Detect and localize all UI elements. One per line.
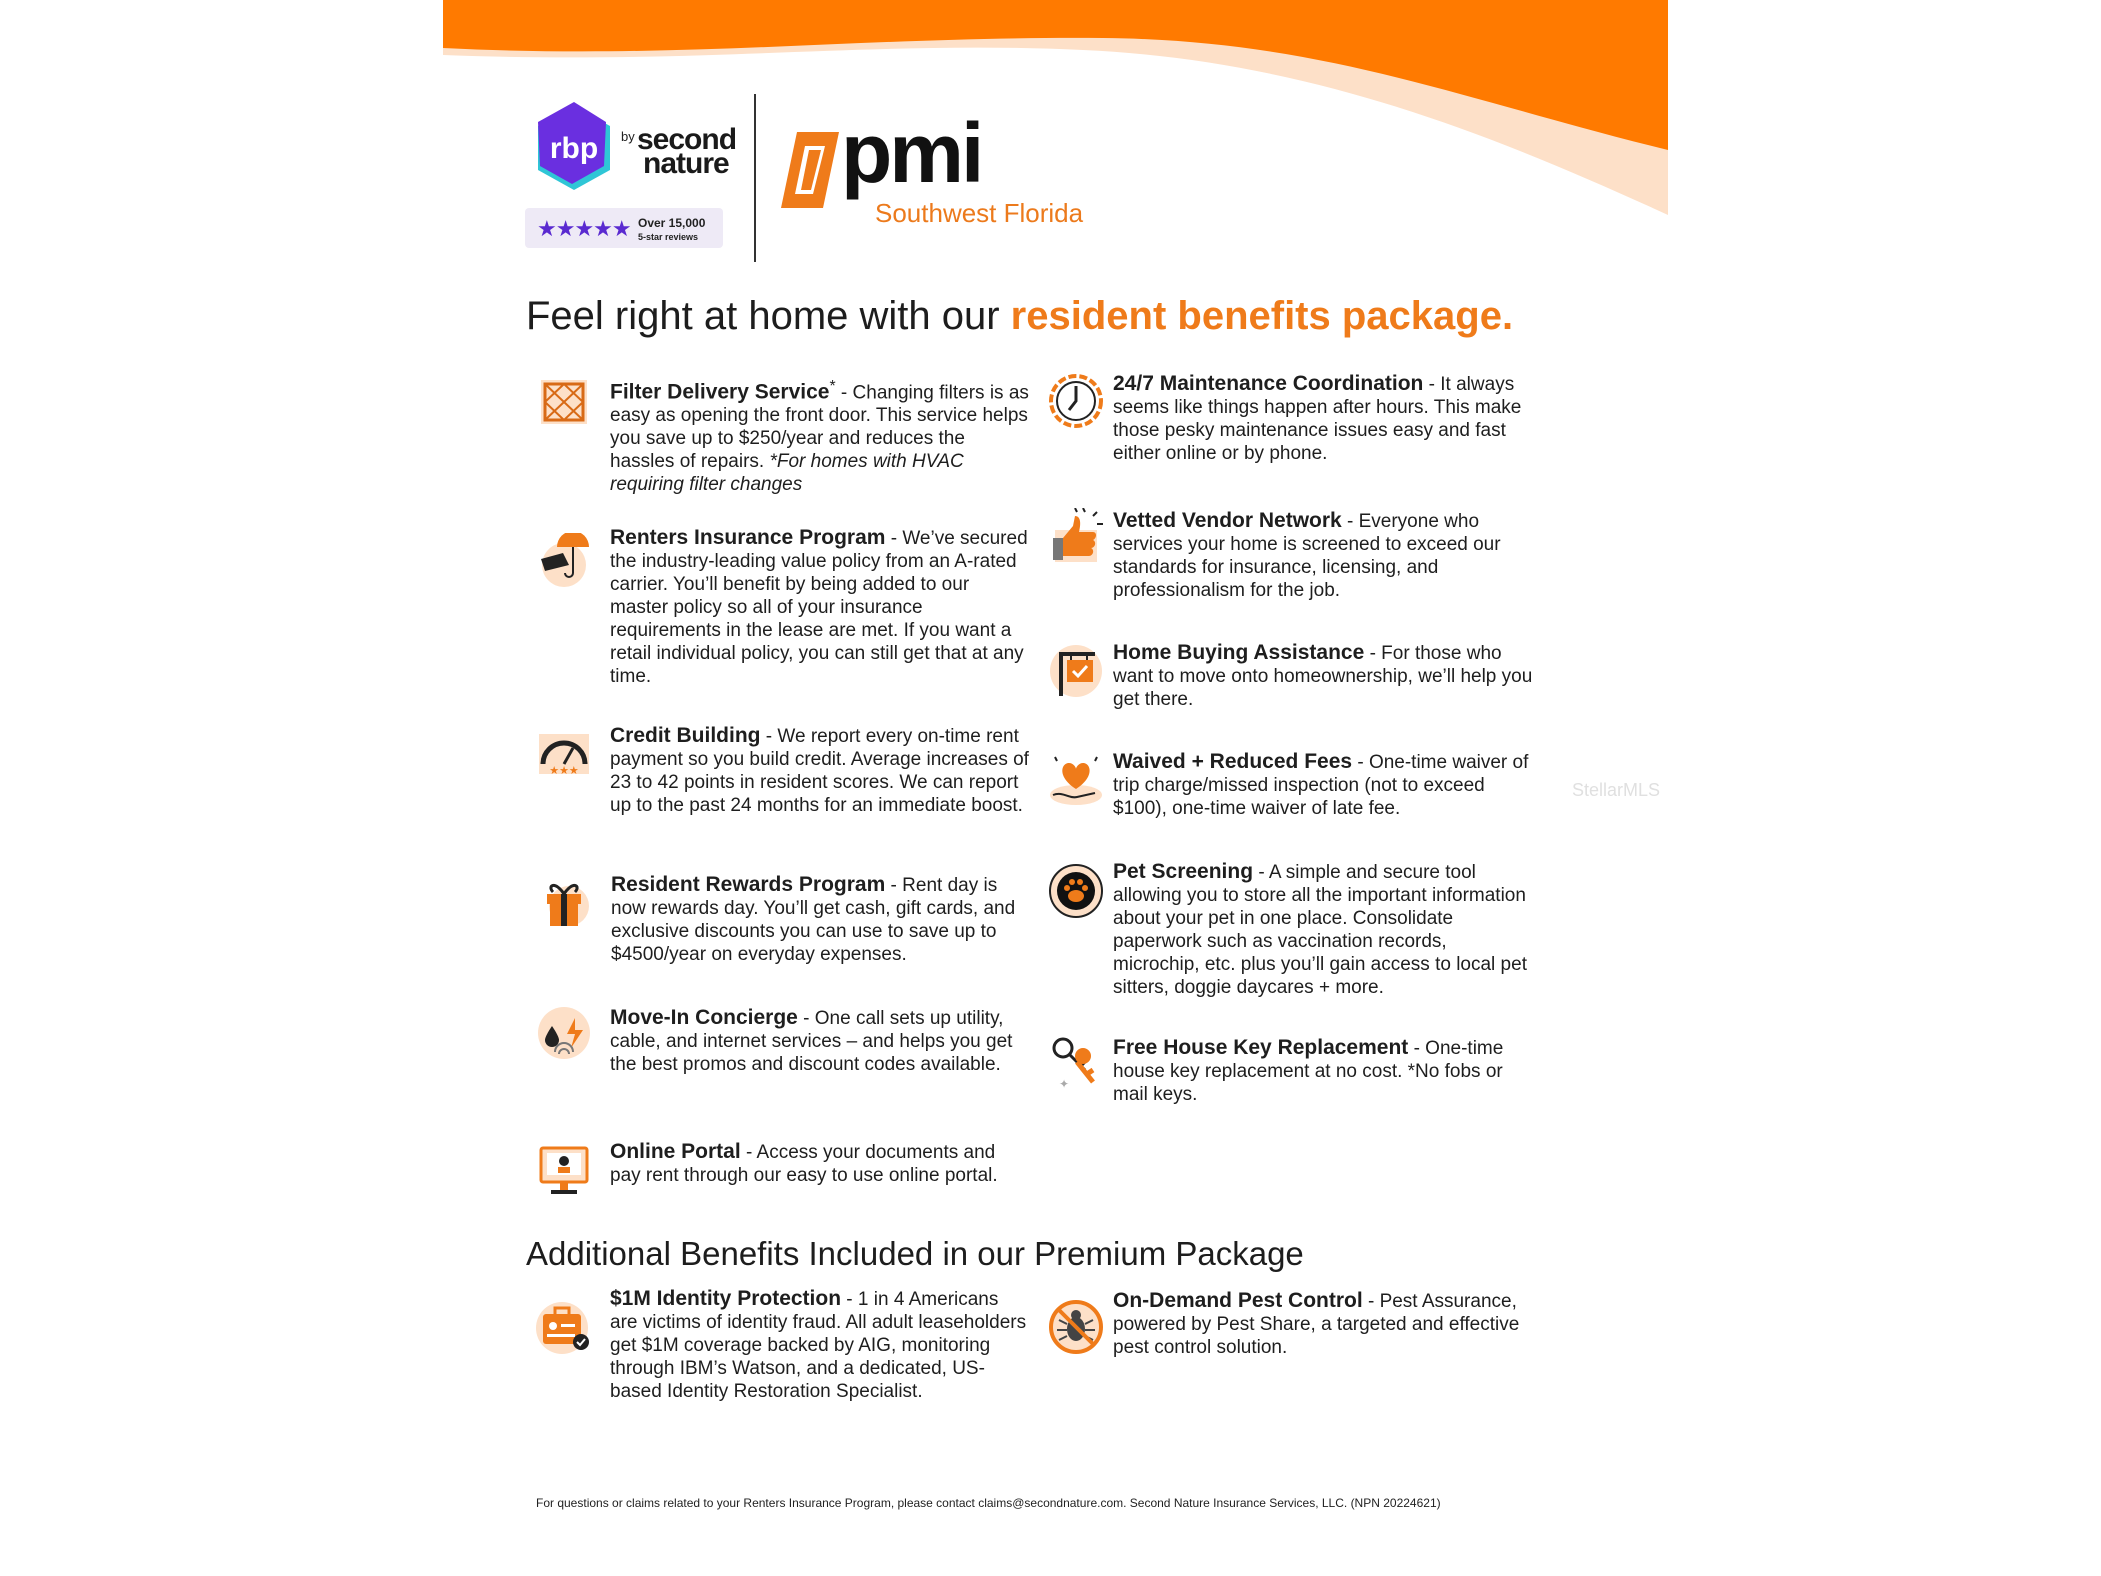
headline-accent: resident benefits package.	[1010, 294, 1514, 338]
benefit-waived-reduced-fees	[1113, 750, 1533, 820]
page-headline	[526, 294, 1513, 339]
utilities-icon	[535, 1004, 593, 1062]
benefit-resident-rewards	[611, 873, 1031, 966]
benefit-credit-building	[610, 724, 1030, 817]
clock-icon	[1047, 372, 1105, 430]
benefit-text: - Everyone who services your home is screened to exceed our standards for insurance, licensing, and professionalism for the job.	[1113, 511, 1501, 601]
benefit-title: Credit Building	[610, 724, 761, 747]
benefit-vetted-vendor-network	[1113, 509, 1533, 602]
heart-hand-icon	[1047, 751, 1105, 809]
reviews-badge	[525, 208, 723, 248]
rbp-logo-icon	[526, 100, 622, 196]
flyer-sheet	[443, 0, 1668, 1576]
gauge-icon	[535, 724, 593, 782]
second-nature-line1: second	[637, 123, 737, 156]
no-bug-icon	[1047, 1298, 1105, 1356]
benefit-text: - Rent day is now rewards day. You’ll get cash, gift cards, and exclusive discounts you can use to save up to $4500/year on everyday expenses.	[611, 875, 1016, 965]
benefit-text: - One-time house key replacement at no cost. *No fobs or mail keys.	[1113, 1038, 1504, 1105]
thumbs-up-icon	[1047, 508, 1105, 566]
paw-icon	[1047, 862, 1105, 920]
benefit-title: Renters Insurance Program	[610, 526, 886, 549]
headline-lead: Feel right at home with our	[526, 294, 1011, 338]
rbp-logo-text: rbp	[549, 132, 599, 165]
orange-wave-banner	[443, 0, 1668, 215]
key-icon	[1047, 1034, 1105, 1092]
premium-section-title: Additional Benefits Included in our Premium Package	[526, 1235, 1304, 1272]
benefit-text: - One call sets up utility, cable, and internet services – and helps you get the best promos and discount codes available.	[610, 1008, 1013, 1075]
benefit-title: Online Portal	[610, 1140, 741, 1163]
benefit-text: - One-time waiver of trip charge/missed inspection (not to exceed $100), one-time waiver of late fee.	[1113, 752, 1529, 819]
benefit-title: 24/7 Maintenance Coordination	[1113, 372, 1424, 395]
logo-divider	[754, 94, 756, 262]
benefit-online-portal	[610, 1140, 1030, 1187]
benefit-pest-control	[1113, 1289, 1533, 1359]
benefit-text: - 1 in 4 Americans are victims of identity fraud. All adult leaseholders get $1M coverage backed by AIG, monitoring through IBM’s Watson, and a dedicated, US-based Identity Restoration Specialist.	[610, 1289, 1027, 1402]
benefit-title: Free House Key Replacement	[1113, 1036, 1409, 1059]
id-card-icon	[535, 1298, 593, 1356]
svg-text:★★★: ★★★	[549, 764, 579, 777]
reviews-caption: 5-star reviews	[638, 232, 699, 242]
house-sign-icon	[1047, 642, 1105, 700]
benefit-house-key-replacement	[1113, 1036, 1533, 1106]
svg-text:✦: ✦	[1059, 1077, 1070, 1091]
benefit-text: - It always seems like things happen after hours. This make those pesky maintenance issues easy and fast either online or by phone.	[1113, 374, 1522, 464]
benefit-note: *For homes with HVAC requiring filter changes	[610, 451, 964, 496]
benefit-title: Resident Rewards Program	[611, 873, 886, 896]
benefit-title: $1M Identity Protection	[610, 1287, 842, 1310]
second-nature-wordmark	[637, 123, 737, 180]
stellar-mls-watermark: StellarMLS	[1572, 780, 1661, 800]
benefit-identity-protection	[610, 1287, 1030, 1403]
benefit-title: Pet Screening	[1113, 860, 1254, 883]
benefit-renters-insurance	[610, 526, 1030, 688]
benefit-title: Vetted Vendor Network	[1113, 509, 1342, 532]
benefit-title: Waived + Reduced Fees	[1113, 750, 1353, 773]
rbp-by-label: by	[621, 129, 635, 144]
umbrella-icon	[535, 533, 593, 591]
pmi-wordmark: pmi	[841, 106, 982, 200]
benefit-maintenance-coordination	[1113, 372, 1533, 465]
second-nature-line2: nature	[643, 147, 729, 180]
benefit-title: Home Buying Assistance	[1113, 641, 1365, 664]
benefit-title: On-Demand Pest Control	[1113, 1289, 1363, 1312]
benefit-home-buying-assistance	[1113, 641, 1533, 711]
insurance-footer-note: For questions or claims related to your Renters Insurance Program, please contact claims@secondnature.com. Second Nature Insurance Services, LLC. (NPN 20224621)	[536, 1496, 1441, 1510]
benefit-text: - We report every on-time rent payment so you build credit. Average increases of 23 to 42 points in resident scores. We can report up to the past 24 months for an immediate boost.	[610, 726, 1029, 816]
benefit-text: - For those who want to move onto homeownership, we’ll help you get there.	[1113, 643, 1533, 710]
reviews-count: Over 15,000	[638, 216, 706, 230]
filter-icon	[535, 372, 593, 430]
monitor-icon	[535, 1140, 593, 1198]
gift-icon	[535, 872, 593, 930]
benefit-text: - A simple and secure tool allowing you to store all the important information about your pet in one place. Consolidate paperwork such as vaccination records, microchip, etc. plus you’ll gain access to local pet sitters, doggie daycares + more.	[1113, 862, 1527, 998]
pmi-region: Southwest Florida	[875, 198, 1084, 228]
benefit-footnote-mark: *	[829, 378, 836, 395]
benefit-title: Move-In Concierge	[610, 1006, 798, 1029]
benefit-filter-delivery	[610, 375, 1030, 496]
benefit-pet-screening	[1113, 860, 1533, 999]
benefit-text: - We’ve secured the industry-leading value policy from an A-rated carrier. You’ll benefit by being added to our master policy so all of your insurance requirements in the lease are met. If you want a retail individual policy, you can still get that at any time.	[610, 528, 1028, 687]
benefit-text: - Access your documents and pay rent through our easy to use online portal.	[610, 1142, 998, 1186]
benefit-text: - Changing filters is as easy as opening the front door. This service helps you save up to $250/year and reduces the hassles of repairs.	[610, 382, 1029, 473]
benefit-text: - Pest Assurance, powered by Pest Share, a targeted and effective pest control solution.	[1113, 1291, 1520, 1358]
benefit-move-in-concierge	[610, 1006, 1030, 1076]
pmi-mark-icon	[781, 132, 839, 208]
benefit-title: Filter Delivery Service	[610, 380, 830, 404]
five-star-icon: ★★★★★	[537, 216, 631, 241]
